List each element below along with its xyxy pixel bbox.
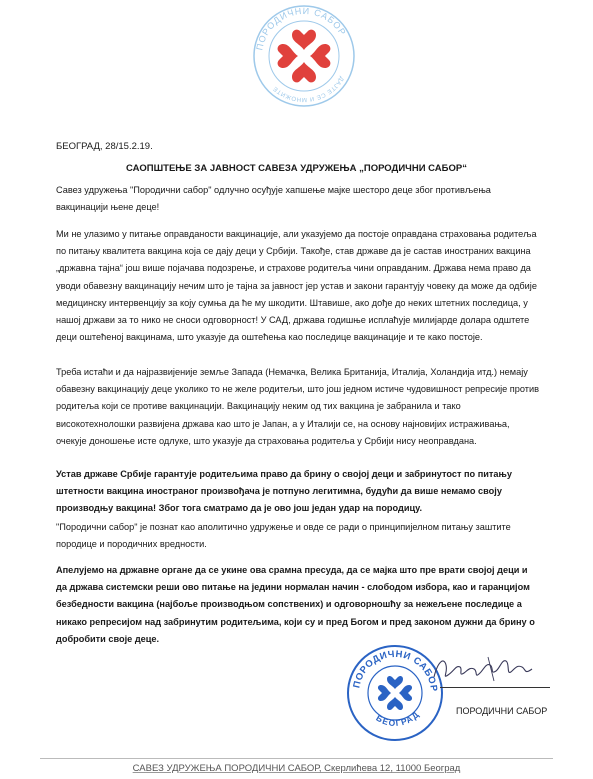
- footer-divider: [40, 758, 553, 759]
- city-date: БЕОГРАД, 28/15.2.19.: [56, 141, 153, 152]
- stamp-city-text: БЕОГРАД: [374, 708, 422, 729]
- paragraph-5: "Породични сабор" је познат као аполитично удружење и овде се ради о принципијелном питању заштите породице и породичних вредности.: [56, 522, 511, 550]
- footer-address: САВЕЗ УДРУЖЕЊА ПОРОДИЧНИ САБОР, Скерлићева 12, 11000 Београд: [132, 763, 461, 774]
- handwritten-signature: [428, 651, 538, 687]
- paragraph-6: Апелујемо на државне органе да се укине ова срамна пресуда, да се мајка што пре врати својој деци и да држава системски реши ово питање на једини нормалан начин - слободом избора, као и гаранцијом безбедности вакцина (најбоље производњом сопствених) и одговорношћу за нежељене последице а никако репресијом над забринутим родитељима, који су и пред Богом и пред законом дужни да брину о добробити своје деце.: [56, 565, 535, 644]
- paragraph-1: Савез удружења "Породични сабор" одлучно осуђује хапшење мајке шесторо деце због противљења вакцинацији њене деце!: [56, 185, 491, 213]
- porodicni-sabor-logo: [250, 2, 358, 110]
- svg-text:БЕОГРАД: [374, 709, 421, 728]
- logo-ring-text: ПОРОДИЧНИ САБОР: [254, 5, 349, 52]
- signature-label: ПОРОДИЧНИ САБОР: [456, 706, 548, 716]
- paragraph-4: Устав државе Србије гарантује родитељима право да брину о својој деци и забринутост по питању штетности вакцина иностраног произвођача је потпуно легитимна, будући да више немамо своју производњу вакцина! Због тога сматрамо да је ово још један удар на породицу.: [56, 469, 512, 514]
- stamp-ring-text: ПОРОДИЧНИ САБОР: [351, 648, 440, 693]
- logo-motto-text: ДАЈТЕ СЕ И МНОЖИТЕ: [272, 75, 345, 103]
- stamp-hearts-icon: [378, 676, 412, 710]
- signature-line: [440, 687, 550, 688]
- paragraph-2: Ми не улазимо у питање оправданости вакцинације, али указујемо да постоје оправдана страховања родитеља по питању квалитета вакцина која се дају деци у Србији. Такође, став државе да је састав иностраних вакцина „државна тајна“ још више појачава подозрење, и страхове родитеља чини оправданим. Држава нема право да уводи обавезну вакцинацију нечим што је тајна за јавност јер устав и закони гарантују човеку да може да одбије медицинску интервенцију за коју сумња да ће му шкодити. Штавише, ако дође до неких штетних последица, у нашој држави за то нико не сноси одговорност! У САД, држава годишње исплаћује милијарде долара одштете деци оштећеној вакцинама, што указује да оштећења као последице вакцинације и те како постоје.: [56, 229, 537, 343]
- document-title: САОПШТЕЊЕ ЗА ЈАВНОСТ САВЕЗА УДРУЖЕЊА „ПОРОДИЧНИ САБОР“: [126, 163, 467, 174]
- paragraph-3: Треба истаћи и да најразвијеније земље Запада (Немачка, Велика Британија, Италија, Холандија итд.) немају обавезну вакцинацију деце уколико то не желе родитељи, што још једном истиче чудовишност репресије против родитеља који се противе вакцинацији. Вакцинацију неким од тих вакцина је забранила и тако високотехнолошки развијена држава као што је Јапан, а у Италији се, на основу најновијих истраживања, очекује доношење исте одлуке, што указује да страховања родитеља у Србији нису неоправдана.: [56, 367, 540, 446]
